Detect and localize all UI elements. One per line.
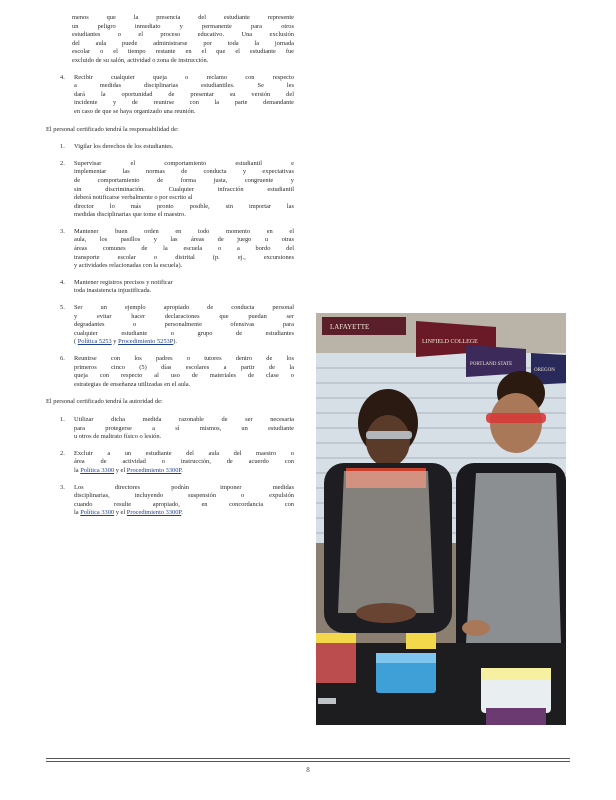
text-line: menos que la presencia del estudiante represente	[72, 14, 294, 21]
pennant-text-2: LINFIELD COLLEGE	[422, 339, 478, 345]
policy-3300-link[interactable]: Política 3300	[80, 466, 115, 474]
text-line: u otros de maltrato físico o lesión.	[74, 433, 162, 441]
text-line: transporte escolar o distrital (p. ej., excursiones	[74, 253, 294, 261]
article: la	[74, 466, 79, 474]
pennant-text-4: OREGON	[534, 368, 555, 373]
list-number: 4.	[60, 278, 65, 286]
pennant-text-3: PORTLAND STATE	[470, 362, 513, 367]
list-item	[46, 450, 294, 476]
text-line: áreas comunes de la escuela o a bordo del	[74, 245, 294, 253]
text-line	[74, 467, 294, 476]
text-line: degradantes o personalmente ofensivas para	[74, 321, 294, 329]
period: .	[181, 466, 183, 474]
section-heading: El personal certificado tendrá la responsabilidad de:	[46, 125, 179, 133]
period: .	[181, 509, 183, 517]
text-line: en caso de que se haya organizado una reunión.	[74, 107, 196, 115]
list-number: 3.	[60, 227, 65, 235]
conjunction: y	[113, 338, 117, 346]
text-line: Los directores podrán imponer medidas	[74, 483, 294, 491]
text-line: Excluir a un estudiante del aula del maestro o	[74, 449, 294, 457]
text-line: Reunirse con los padres o tutores dentro de los	[74, 355, 294, 362]
text-line: escolar o el tiempo restante en el que el estudiante fue	[72, 48, 294, 56]
list-item	[46, 355, 294, 389]
pennant-text-1: LAFAYETTE	[330, 323, 370, 331]
text-line: Utilizar dicha medida razonable de ser necesaria	[74, 415, 294, 423]
text-line: disciplinarias, incluyendo suspensión o expulsión	[74, 492, 294, 500]
policy-5253-link[interactable]: Política 5253	[77, 338, 112, 346]
text-line: cualquier estudiante o grupo de estudiantes	[74, 329, 294, 337]
list-number: 2.	[60, 159, 65, 167]
footer-rule-top	[46, 758, 570, 759]
list-item	[46, 279, 294, 296]
text-line: medidas disciplinarias que tome el maestro.	[74, 211, 186, 219]
text-line: estudiantes o el proceso educativo. Una exclusión	[72, 31, 294, 39]
text-line	[74, 338, 294, 347]
text-line: implementar las normas de conducta y expectativas	[74, 168, 294, 176]
text-line: aula, los pasillos y las áreas de juego u otras	[74, 236, 294, 244]
text-line: toda inasistencia injustificada.	[74, 287, 152, 295]
list-item	[46, 484, 294, 518]
section-heading: El personal certificado tendrá la autoridad de:	[46, 398, 163, 406]
footer-rule-bottom	[46, 761, 570, 762]
text-column	[46, 14, 294, 526]
list-item	[46, 228, 294, 271]
text-line: Mantener buen orden en todo momento en el	[74, 227, 294, 235]
text-line: dará la oportunidad de presentar su versión del	[74, 90, 294, 98]
list-item	[46, 416, 294, 442]
text-line: a medidas disciplinarias estudiantiles. Se les	[74, 82, 294, 90]
list-number: 1.	[60, 415, 65, 423]
text-line: Ser un ejemplo apropiado de conducta personal	[74, 304, 294, 312]
text-line: para protegerse a sí mismos, un estudiante	[74, 424, 294, 432]
text-line: director lo más pronto posible, sin importar las	[74, 202, 294, 210]
paren-close: ).	[173, 338, 178, 346]
list-number: 3.	[60, 483, 65, 491]
text-line: Vigilar los derechos de los estudiantes.	[74, 143, 174, 151]
text-line: deberá notificarse verbalmente o por escrito al	[74, 194, 193, 202]
text-line: excluido de su salón, actividad o zona de instrucción.	[72, 56, 209, 64]
text-line: y actividades relacionadas con la escuela).	[74, 262, 183, 270]
text-line: de comportamiento de forma justa, congruente y	[74, 176, 294, 184]
procedure-3300p-link[interactable]: Procedimiento 3300P	[126, 509, 182, 517]
text-line: del aula puede administrarse por toda la jornada	[72, 39, 294, 47]
list-number: 1.	[60, 143, 65, 151]
list-number: 4.	[60, 73, 65, 81]
text-line	[74, 509, 294, 518]
text-line: cuando resulte apropiado, en concordancia con	[74, 500, 294, 508]
page-number: 8	[306, 766, 310, 774]
intro-paragraph	[46, 14, 294, 66]
text-line: área de actividad o instrucción, de acuerdo con	[74, 458, 294, 466]
text-line: estrategias de enseñanza utilizadas en el aula.	[74, 380, 191, 388]
procedure-3300p-link[interactable]: Procedimiento 3300P	[126, 466, 182, 474]
policy-3300-link[interactable]: Política 3300	[80, 509, 115, 517]
list-item	[46, 143, 294, 152]
students-lab-photo	[316, 313, 566, 725]
text-line: Recibir cualquier queja o reclamo con respecto	[74, 73, 294, 81]
text-line: y evitar hacer declaraciones que puedan ser	[74, 312, 294, 320]
text-line: sin discriminación. Cualquier infracción estudiantil	[74, 185, 294, 193]
text-line: primeros cinco (5) días escolares a partir de la	[74, 363, 294, 371]
text-line: Mantener registros precisos y notificar	[74, 278, 173, 286]
text-line: queja con respecto al uso de materiales de clase o	[74, 372, 294, 380]
article: la	[74, 509, 79, 517]
list-number: 2.	[60, 449, 65, 457]
list-number: 5.	[60, 304, 65, 312]
conjunction: y el	[115, 466, 126, 474]
text-line: un peligro inmediato y permanente para otros	[72, 22, 294, 30]
conjunction: y el	[115, 509, 126, 517]
list-item	[46, 74, 294, 117]
procedure-5253p-link[interactable]: Procedimiento 5253P	[118, 338, 174, 346]
list-number: 6.	[60, 355, 65, 362]
text-line: incidente y de reunirse con la parte demandante	[74, 99, 294, 107]
list-item	[46, 304, 294, 347]
paren-open: (	[74, 338, 77, 346]
text-line: Supervisar el comportamiento estudiantil e	[74, 159, 294, 167]
list-item	[46, 160, 294, 220]
